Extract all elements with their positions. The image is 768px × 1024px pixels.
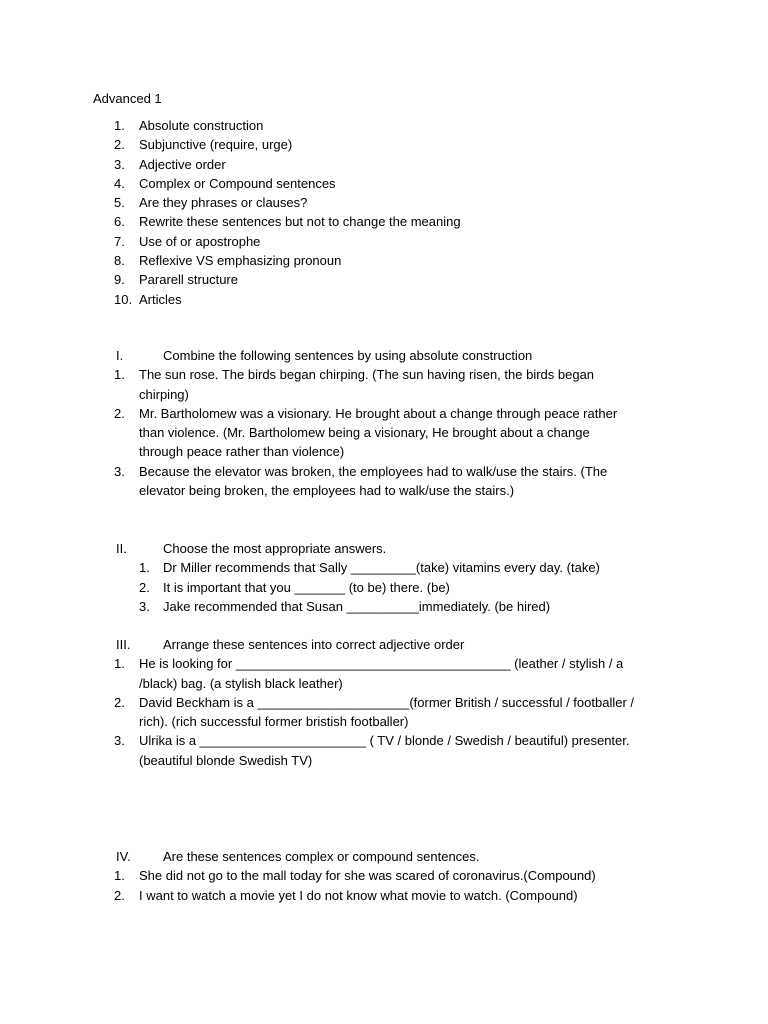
page-title: Advanced 1 xyxy=(93,91,162,106)
document-page: Advanced 1 1. Absolute construction 2. Subjunctive (require, urge) 3. Adjective order 4. Complex or Compound sentences 5. Are they phrases or clauses? 6. Rewrite these sentences but not to change the meaning 7. Use of or apostrophe 8. Reflexive VS emphasizing pronoun 9. Pararell structure 10. Articles I. Combine the following sentences by using absolute construction 1. The sun rose. The birds began chirping. (The sun having risen, the birds began chirping) 2. Mr. Bartholomew was a visionary. He brought about a change through peace rather than violence. (Mr. Bartholomew being a visionary, He brought about a change through peace rather than violence) 3. Because the elevator was broken, the employees had to walk/use the stairs. (The elevator being broken, the employees had to walk/use the stairs.) II. Choose the most appropriate answers. 1. Dr Miller recommends that Sally _________(take) vitamins every day. (take) 2. It is important that you _______ (to be) there. (be) 3. Jake recommended that Susan __________immediately. (be hired) III. Arrange these sentences into correct adjective order 1. He is looking for ______________________________________ (leather / stylish / a /black) bag. (a stylish black leather) 2. David Beckham is a _____________________(former British / successful / footballer / rich). (rich successful former bristish footballer) 3. Ulrika is a _______________________ ( TV / blonde / Swedish / beautiful) presenter. (beautiful blonde Swedish TV) IV. Are these sentences complex or compound sentences. 1. She did not go to the mall today for she was scared of coronavirus.(Compound) 2. I want to watch a movie yet I do not know what movie to watch. (Compound) xyxy=(93,91,635,903)
